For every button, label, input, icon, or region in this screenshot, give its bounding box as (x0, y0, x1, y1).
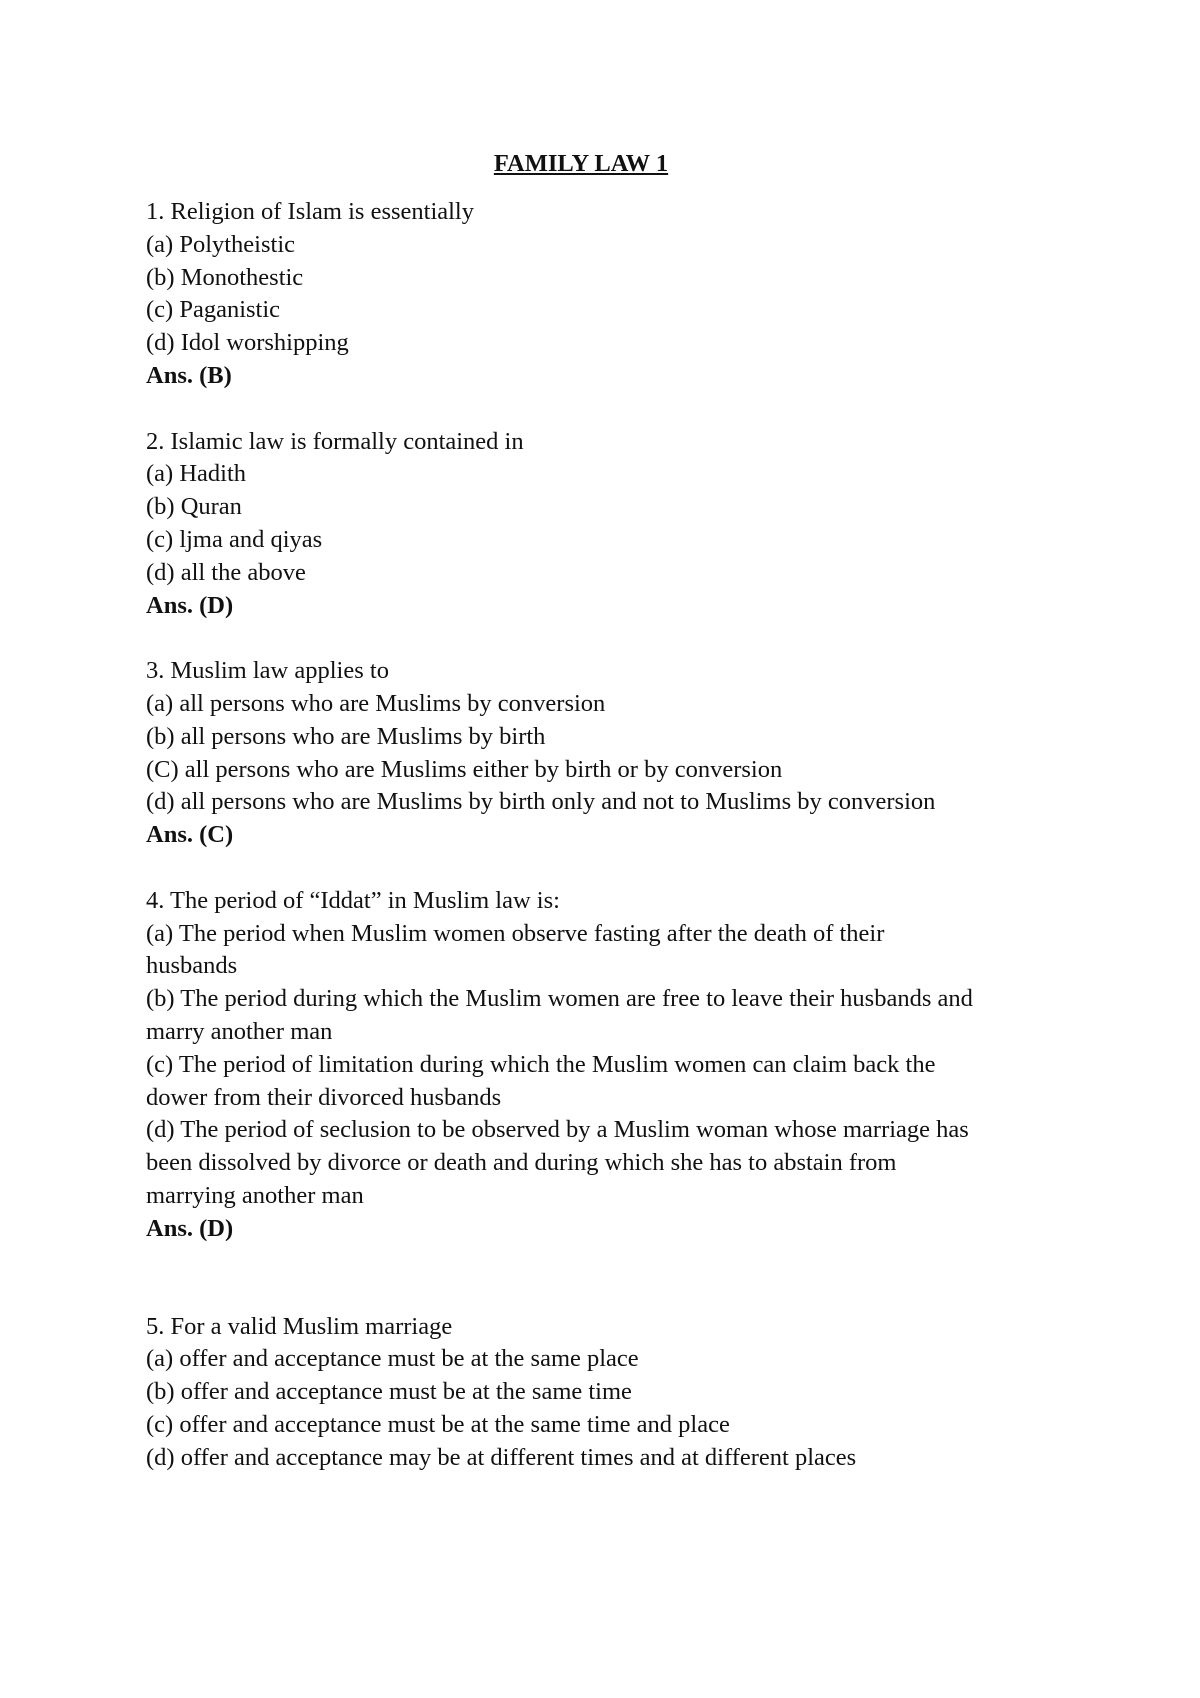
question-stem: 5. For a valid Muslim marriage (146, 1312, 453, 1340)
option-b: (b) offer and acceptance must be at the same time (146, 1378, 632, 1406)
option-c: (C) all persons who are Muslims either by birth or by conversion (146, 755, 783, 783)
option-b: (b) all persons who are Muslims by birth (146, 722, 546, 750)
option-a: (a) offer and acceptance must be at the same place (146, 1345, 639, 1373)
option-c: (c) The period of limitation during which the Muslim women can claim back the dower from their divorced husbands (146, 1050, 936, 1111)
option-d: (d) Idol worshipping (146, 329, 349, 357)
question-3 (146, 655, 976, 852)
option-a: (a) Hadith (146, 460, 246, 488)
question-2 (146, 426, 976, 623)
answer: Ans. (D) (146, 591, 234, 619)
option-d: (d) The period of seclusion to be observed by a Muslim woman whose marriage has been dissolved by divorce or death and during which she has to abstain from marrying another man (146, 1116, 969, 1209)
answer: Ans. (B) (146, 361, 232, 389)
option-a: (a) The period when Muslim women observe fasting after the death of their husbands (146, 919, 885, 980)
option-d: (d) all persons who are Muslims by birth only and not to Muslims by conversion (146, 788, 936, 816)
option-b: (b) The period during which the Muslim women are free to leave their husbands and marry another man (146, 985, 973, 1045)
option-b: (b) Monothestic (146, 263, 304, 291)
answer: Ans. (D) (146, 1214, 234, 1242)
option-b: (b) Quran (146, 493, 242, 521)
document-page (146, 148, 976, 1507)
question-1 (146, 196, 976, 393)
document-title: FAMILY LAW 1 (493, 150, 669, 177)
question-4 (146, 885, 976, 1246)
question-5 (146, 1311, 976, 1475)
option-d: (d) all the above (146, 558, 306, 586)
answer: Ans. (C) (146, 821, 234, 849)
question-stem: 3. Muslim law applies to (146, 657, 389, 685)
option-a: (a) all persons who are Muslims by conversion (146, 689, 606, 717)
option-c: (c) ljma and qiyas (146, 525, 323, 553)
option-c: (c) Paganistic (146, 296, 281, 324)
question-stem: 2. Islamic law is formally contained in (146, 427, 524, 455)
option-a: (a) Polytheistic (146, 230, 296, 258)
question-stem: 1. Religion of Islam is essentially (146, 198, 474, 225)
option-d: (d) offer and acceptance may be at different times and at different places (146, 1443, 857, 1471)
question-stem: 4. The period of “Iddat” in Muslim law is: (146, 886, 560, 914)
option-c: (c) offer and acceptance must be at the same time and place (146, 1410, 730, 1438)
